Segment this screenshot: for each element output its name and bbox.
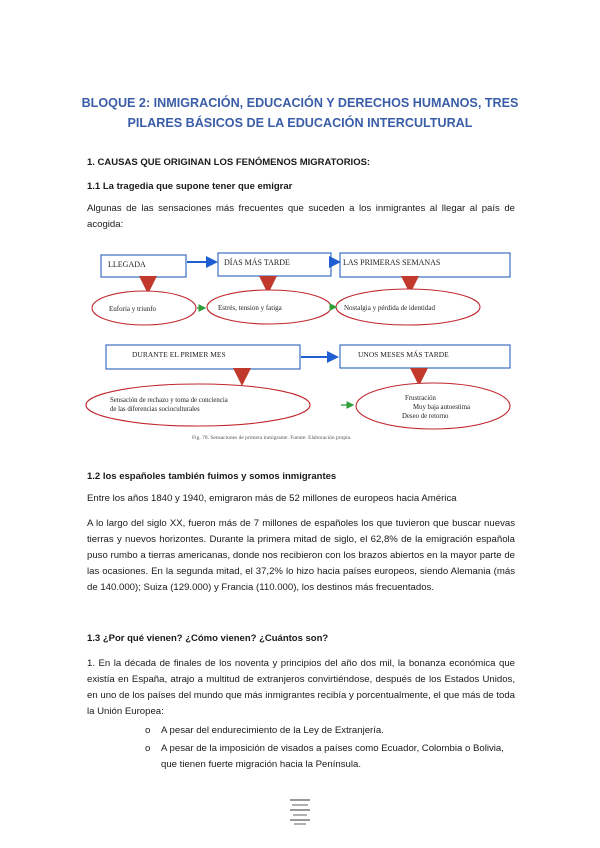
ellipse-rechazo <box>86 384 310 426</box>
ellipse-estres-label: Estrés, tension y fatiga <box>218 304 282 312</box>
box-semanas-label: LAS PRIMERAS SEMANAS <box>343 258 441 267</box>
box-meses-tarde-label: UNOS MESES MÁS TARDE <box>358 350 449 359</box>
bullet-text: A pesar del endurecimiento de la Ley de Extranjería. <box>161 725 384 736</box>
bullet-marker: o <box>145 725 151 736</box>
ellipse-rechazo-line-2: de las diferencias socioculturales <box>110 406 200 413</box>
paragraph-1-3: 1. En la década de finales de los noventa y principios del año dos mil, la bonanza económica que existía en España, atrajo a multitud de extranjeros convirtiéndose, después de los Estados Unidos, en uno de los países del mundo que más inmigrantes recibía y porcentualmente, el que más de toda la Unión Europea: <box>87 658 515 717</box>
section-1-heading: 1. CAUSAS QUE ORIGINAN LOS FENÓMENOS MIGRATORIOS: <box>87 157 371 168</box>
title-line-2: PILARES BÁSICOS DE LA EDUCACIÓN INTERCULTURAL <box>127 116 473 130</box>
diagram-caption: Fig. 78. Sensaciones de primera inmigrante. Fuente: Elaboración propia. <box>192 435 352 441</box>
subsection-1-1-heading: 1.1 La tragedia que supone tener que emigrar <box>87 181 293 192</box>
footer-watermark-icon <box>288 797 312 827</box>
paragraph-1-2-a: Entre los años 1840 y 1940, emigraron más de 52 millones de europeos hacia América <box>87 493 457 504</box>
ellipse-rechazo-line-1: Sensación de rechazo y toma de conciencia <box>110 397 228 404</box>
box-primer-mes-label: DURANTE EL PRIMER MES <box>132 350 226 359</box>
ellipse-frustracion-line-3: Deseo de retorno <box>402 413 449 420</box>
ellipse-euforia-label: Euforia y triunfo <box>109 305 157 313</box>
ellipse-frustracion-line-2: Muy baja autoestima <box>413 404 471 411</box>
intro-paragraph: Algunas de las sensaciones más frecuentes que suceden a los inmigrantes al llegar al país de acogida: <box>87 203 515 230</box>
ellipse-nostalgia-label: Nostalgia y pérdida de identidad <box>344 304 435 312</box>
subsection-1-2-heading: 1.2 los españoles también fuimos y somos inmigrantes <box>87 471 337 482</box>
box-dias-label: DÍAS MÁS TARDE <box>224 258 290 267</box>
paragraph-1-2-b: A lo largo del siglo XX, fueron más de 7 millones de españoles los que tuvieron que buscar nuevas tierras y nuevos horizontes. Durante la primera mitad de siglo, el 62,8% de la emigración española puso rumbo a tierras americanas, donde nos recibieron con los brazos abiertos en la mayor parte de las ocasiones. En la segunda mitad, el 37,2% lo hizo hacia países europeos, siendo Alemania (más de 140.000); Suiza (129.000) y Francia (110.000), los destinos más frecuentados. <box>87 518 515 593</box>
bullet-marker: o <box>145 743 151 754</box>
ellipse-frustracion-line-1: Frustración <box>405 395 436 402</box>
box-llegada-label: LLEGADA <box>108 260 146 269</box>
bullet-text: A pesar de la imposición de visados a países como Ecuador, Colombia o Bolivia, que tienen fuerte migración hacia la Península. <box>161 743 504 770</box>
subsection-1-3-heading: 1.3 ¿Por qué vienen? ¿Cómo vienen? ¿Cuántos son? <box>87 633 329 644</box>
title-line-1: BLOQUE 2: INMIGRACIÓN, EDUCACIÓN Y DERECHOS HUMANOS, TRES <box>81 96 519 110</box>
